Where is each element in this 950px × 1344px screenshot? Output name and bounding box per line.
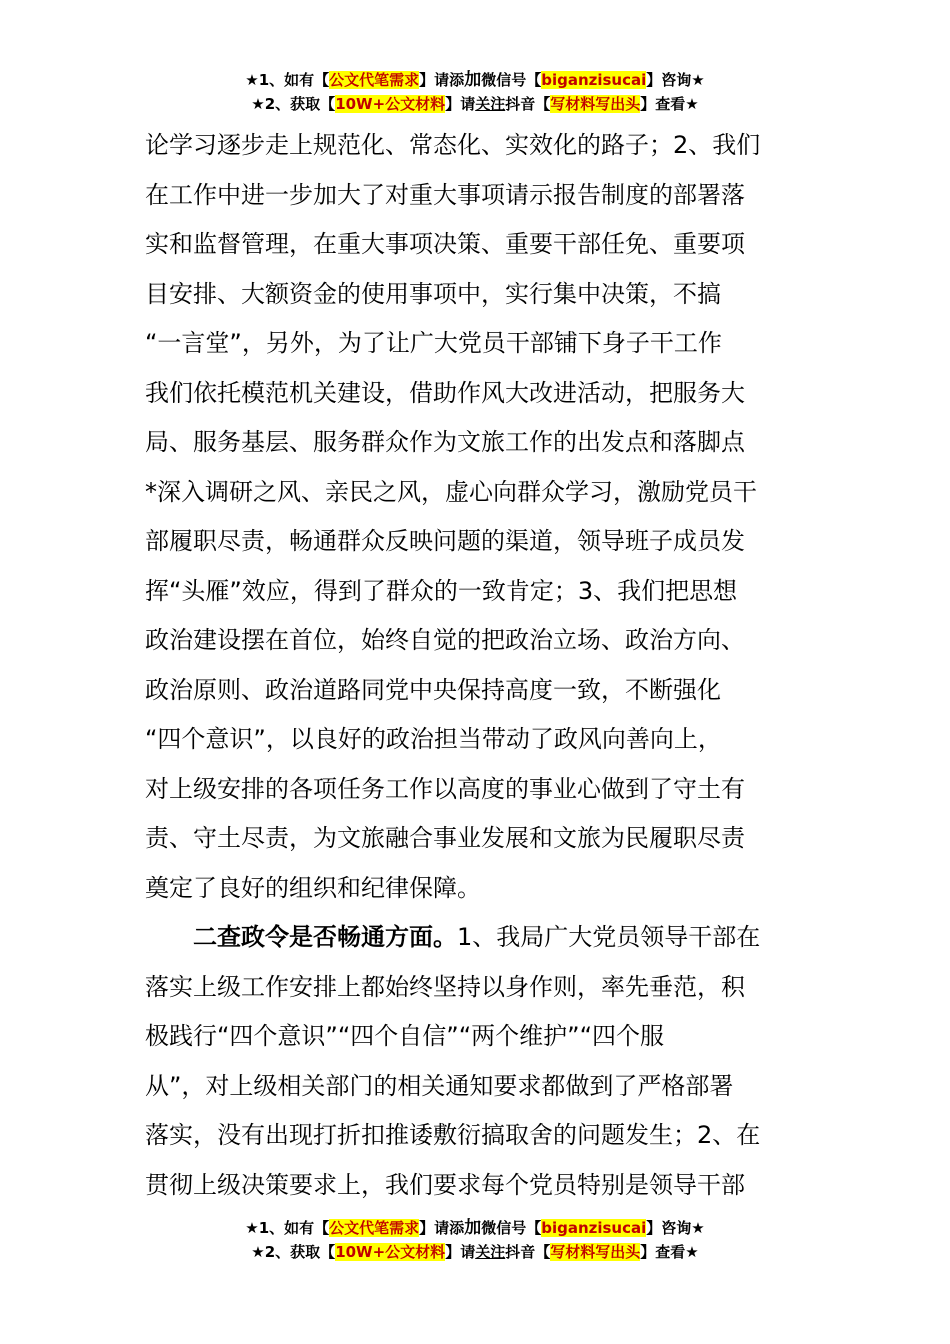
body-line: 目安排、大额资金的使用事项中，实行集中决策，不搞 [145, 279, 721, 308]
banner-text: ★2、获取【 [251, 95, 336, 113]
body-line: “四个意识”，以良好的政治担当带动了政风向善向上， [145, 725, 722, 753]
banner-highlight: biganzisucai [541, 1219, 647, 1237]
banner-highlight: biganzisucai [541, 71, 647, 89]
banner-text: ★1、如有【 [245, 71, 330, 89]
banner-text: 微信号【 [481, 1219, 542, 1237]
body-line: “一言堂”，另外，为了让广大党员干部铺下身子干工作 [145, 329, 722, 357]
body-line: 实和监督管理，在重大事项决策、重要干部任免、重要项 [145, 230, 745, 258]
banner-line-1 [0, 1216, 950, 1240]
section-heading: 二查政令是否畅通方面。 [193, 923, 457, 951]
body-line: 政治建设摆在首位，始终自觉的把政治立场、政治方向、 [145, 626, 745, 654]
body-line: 挥“头雁”效应，得到了群众的一致肯定；3、我们把思想 [145, 576, 738, 605]
banner-text: 】咨询★ [646, 1219, 705, 1237]
body-line: 政治原则、政治道路同党中央保持高度一致，不断强化 [145, 675, 721, 704]
body-line: 论学习逐步走上规范化、常态化、实效化的路子；2、我们 [145, 131, 761, 159]
banner-text: 】查看★ [640, 1243, 699, 1261]
body-line: 极践行“四个意识”“四个自信”“两个维护”“四个服 [145, 1022, 665, 1050]
body-line: 在工作中进一步加大了对重大事项请示报告制度的部署落 [145, 180, 745, 209]
banner-text: 】请 [445, 1243, 476, 1261]
body-line: 局、服务基层、服务群众作为文旅工作的出发点和落脚点 [145, 428, 745, 456]
banner-text: 】咨询★ [646, 71, 705, 89]
banner-text: 抖音【 [505, 95, 551, 113]
banner-line-2 [0, 1240, 950, 1264]
banner-highlight: 写材料写出头 [550, 1243, 641, 1261]
body-line: 责、守土尽责，为文旅融合事业发展和文旅为民履职尽责 [145, 824, 745, 852]
banner-text: 加 [464, 70, 482, 90]
footer-banner [0, 1216, 950, 1264]
banner-highlight: 10W+公文材料 [335, 1243, 446, 1261]
banner-text: 加 [464, 1218, 482, 1238]
section-first-line [145, 913, 809, 963]
body-line: *深入调研之风、亲民之风，虚心向群众学习，激励党员干 [145, 477, 757, 506]
banner-text: 】查看★ [640, 95, 699, 113]
body-line: 部履职尽责，畅通群众反映问题的渠道，领导班子成员发 [145, 527, 745, 555]
banner-line-2 [0, 92, 950, 116]
banner-line-1 [0, 68, 950, 92]
body-line: 落实上级工作安排上都始终坚持以身作则，率先垂范，积 [145, 972, 745, 1001]
banner-text: ★1、如有【 [245, 1219, 330, 1237]
banner-text: 抖音【 [505, 1243, 551, 1261]
body-line: 对上级安排的各项任务工作以高度的事业心做到了守土有 [145, 774, 745, 803]
banner-text: 关注 [475, 1243, 506, 1261]
banner-highlight: 公文代笔需求 [329, 1219, 420, 1237]
banner-highlight: 10W+公文材料 [335, 95, 446, 113]
body-line: 贯彻上级决策要求上，我们要求每个党员特别是领导干部 [145, 1170, 745, 1199]
banner-text: 微信号【 [481, 71, 542, 89]
header-banner [0, 68, 950, 116]
body-line: 我们依托模范机关建设，借助作风大改进活动，把服务大 [145, 378, 745, 407]
banner-text: 】请添 [419, 71, 465, 89]
banner-text: 】请添 [419, 1219, 465, 1237]
banner-highlight: 公文代笔需求 [329, 71, 420, 89]
body-line: 落实，没有出现打折扣推诿敷衍搞取舍的问题发生；2、在 [145, 1121, 761, 1149]
banner-text: ★2、获取【 [251, 1243, 336, 1261]
banner-text: 】请 [445, 95, 476, 113]
section-text: 1、我局广大党员领导干部在 [457, 923, 761, 951]
body-line: 从”，对上级相关部门的相关通知要求都做到了严格部署 [145, 1071, 734, 1100]
banner-highlight: 写材料写出头 [550, 95, 641, 113]
body-line: 奠定了良好的组织和纪律保障。 [145, 873, 481, 902]
document-body [145, 121, 809, 1210]
banner-text: 关注 [475, 95, 506, 113]
